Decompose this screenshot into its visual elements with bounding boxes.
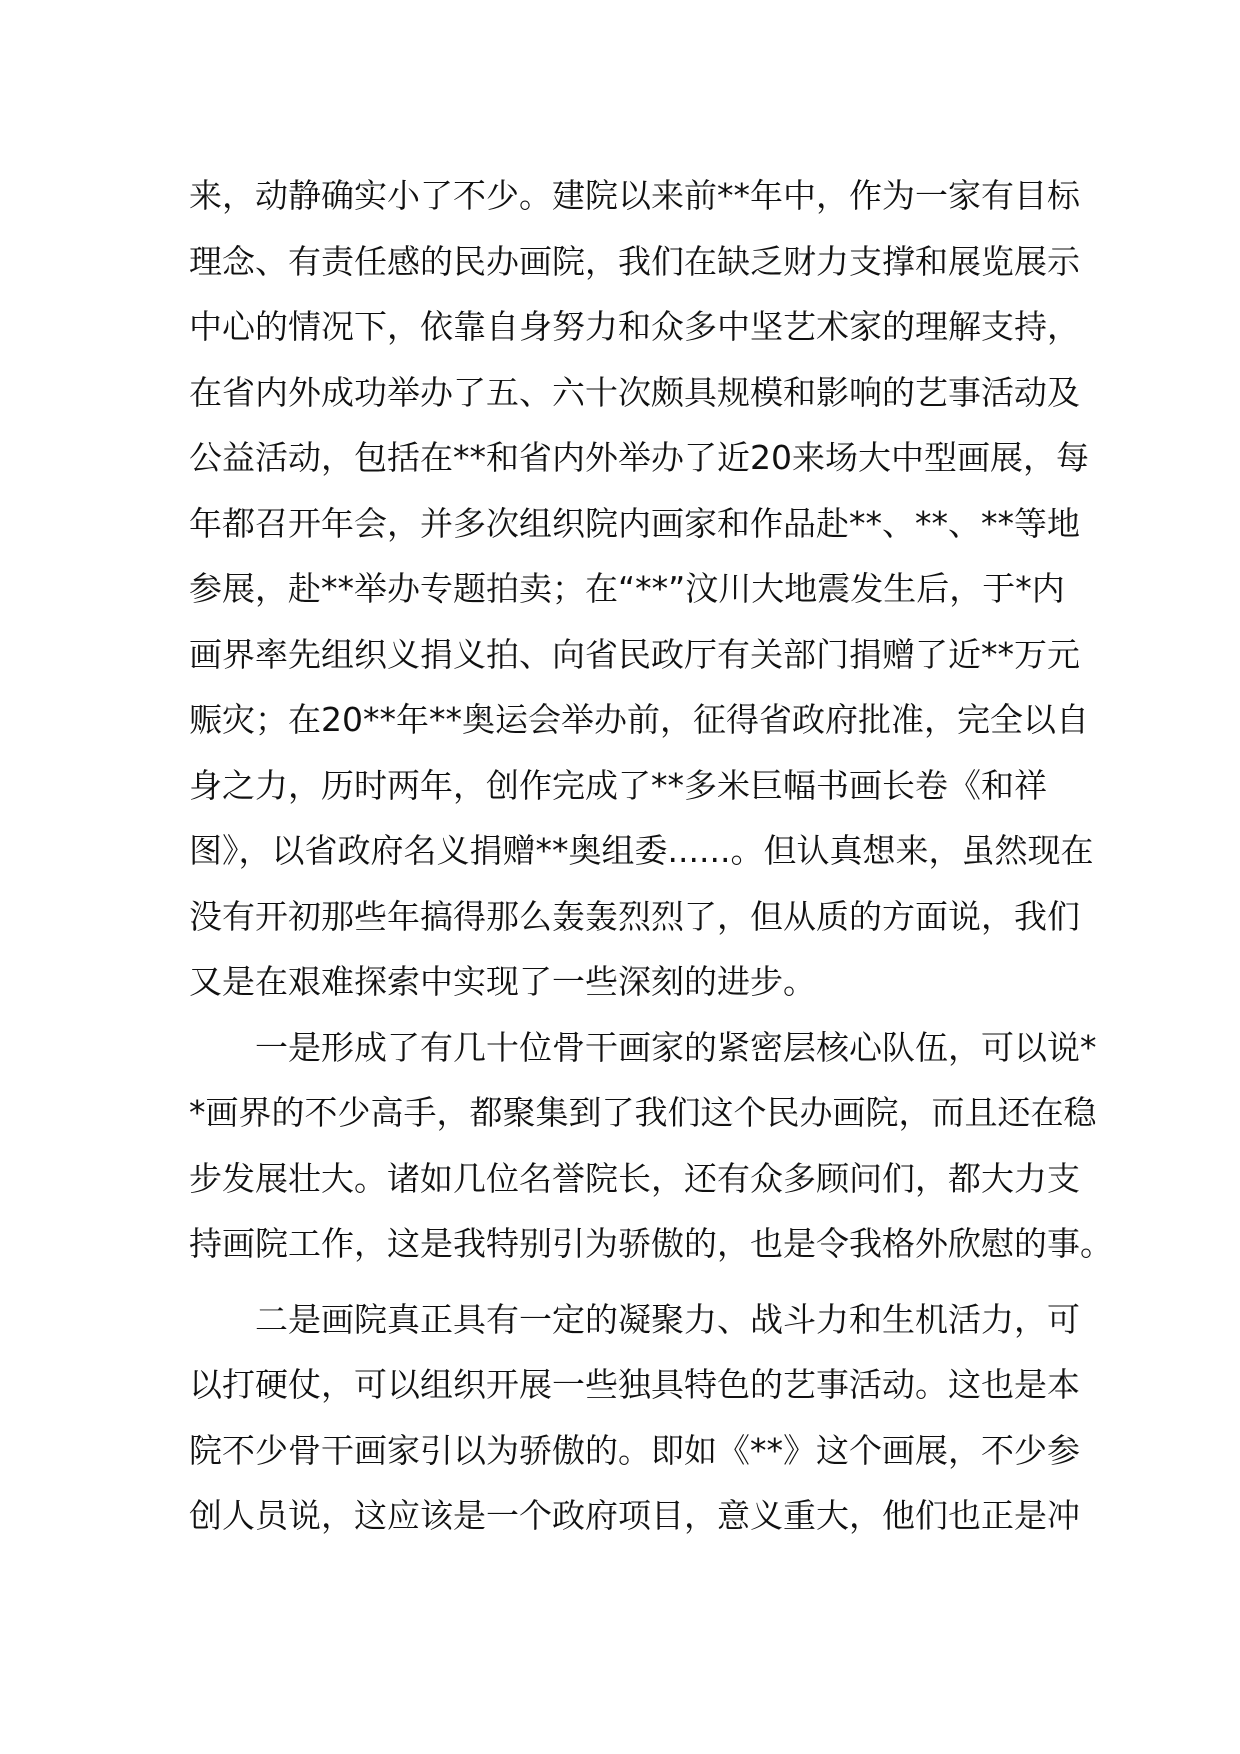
text-line: 一是形成了有几十位骨干画家的紧密层核心队伍，可以说* bbox=[189, 1027, 1097, 1067]
text-line: 画界率先组织义捐义拍、向省民政厅有关部门捐赠了近**万元 bbox=[189, 634, 1080, 674]
text-line: 持画院工作，这是我特别引为骄傲的，也是令我格外欣慰的事。 bbox=[189, 1224, 1113, 1263]
text-line: 参展，赴**举办专题拍卖；在“**”汶川大地震发生后，于*内 bbox=[189, 569, 1065, 608]
text-line: 又是在艰难探索中实现了一些深刻的进步。 bbox=[189, 962, 816, 1001]
text-line: 赈灾；在20**年**奥运会举办前，征得省政府批准，完全以自 bbox=[189, 700, 1089, 739]
text-line: 年都召开年会，并多次组织院内画家和作品赴**、**、**等地 bbox=[189, 503, 1080, 543]
text-line: 创人员说，这应该是一个政府项目，意义重大，他们也正是冲 bbox=[189, 1496, 1080, 1535]
text-line: 步发展壮大。诸如几位名誉院长，还有众多顾问们，都大力支 bbox=[189, 1158, 1080, 1198]
text-line: 院不少骨干画家引以为骄傲的。即如《**》这个画展，不少参 bbox=[189, 1430, 1080, 1470]
text-line: *画界的不少高手，都聚集到了我们这个民办画院，而且还在稳 bbox=[189, 1093, 1097, 1132]
text-line: 图》，以省政府名义捐赠**奥组委......。但认真想来，虽然现在 bbox=[189, 831, 1094, 870]
text-line: 没有开初那些年搞得那么轰轰烈烈了，但从质的方面说，我们 bbox=[189, 896, 1080, 936]
paragraph-point-one bbox=[189, 1015, 1113, 1277]
paragraph-point-two bbox=[189, 1287, 1080, 1549]
text-line: 来，动静确实小了不少。建院以来前**年中，作为一家有目标 bbox=[189, 176, 1080, 215]
document-body bbox=[189, 163, 1113, 1549]
paragraph-spacer bbox=[189, 1277, 1069, 1287]
text-line: 二是画院真正具有一定的凝聚力、战斗力和生机活力，可 bbox=[189, 1299, 1080, 1339]
text-line: 理念、有责任感的民办画院，我们在缺乏财力支撑和展览展示 bbox=[189, 241, 1080, 281]
text-line: 在省内外成功举办了五、六十次颇具规模和影响的艺事活动及 bbox=[189, 372, 1080, 412]
text-line: 身之力，历时两年，创作完成了**多米巨幅书画长卷《和祥 bbox=[189, 765, 1047, 805]
text-line: 中心的情况下，依靠自身努力和众多中坚艺术家的理解支持， bbox=[189, 307, 1080, 346]
text-line: 以打硬仗，可以组织开展一些独具特色的艺事活动。这也是本 bbox=[189, 1365, 1080, 1404]
paragraph-intro-continued bbox=[189, 163, 1094, 1015]
text-line: 公益活动，包括在**和省内外举办了近20来场大中型画展，每 bbox=[189, 438, 1089, 477]
